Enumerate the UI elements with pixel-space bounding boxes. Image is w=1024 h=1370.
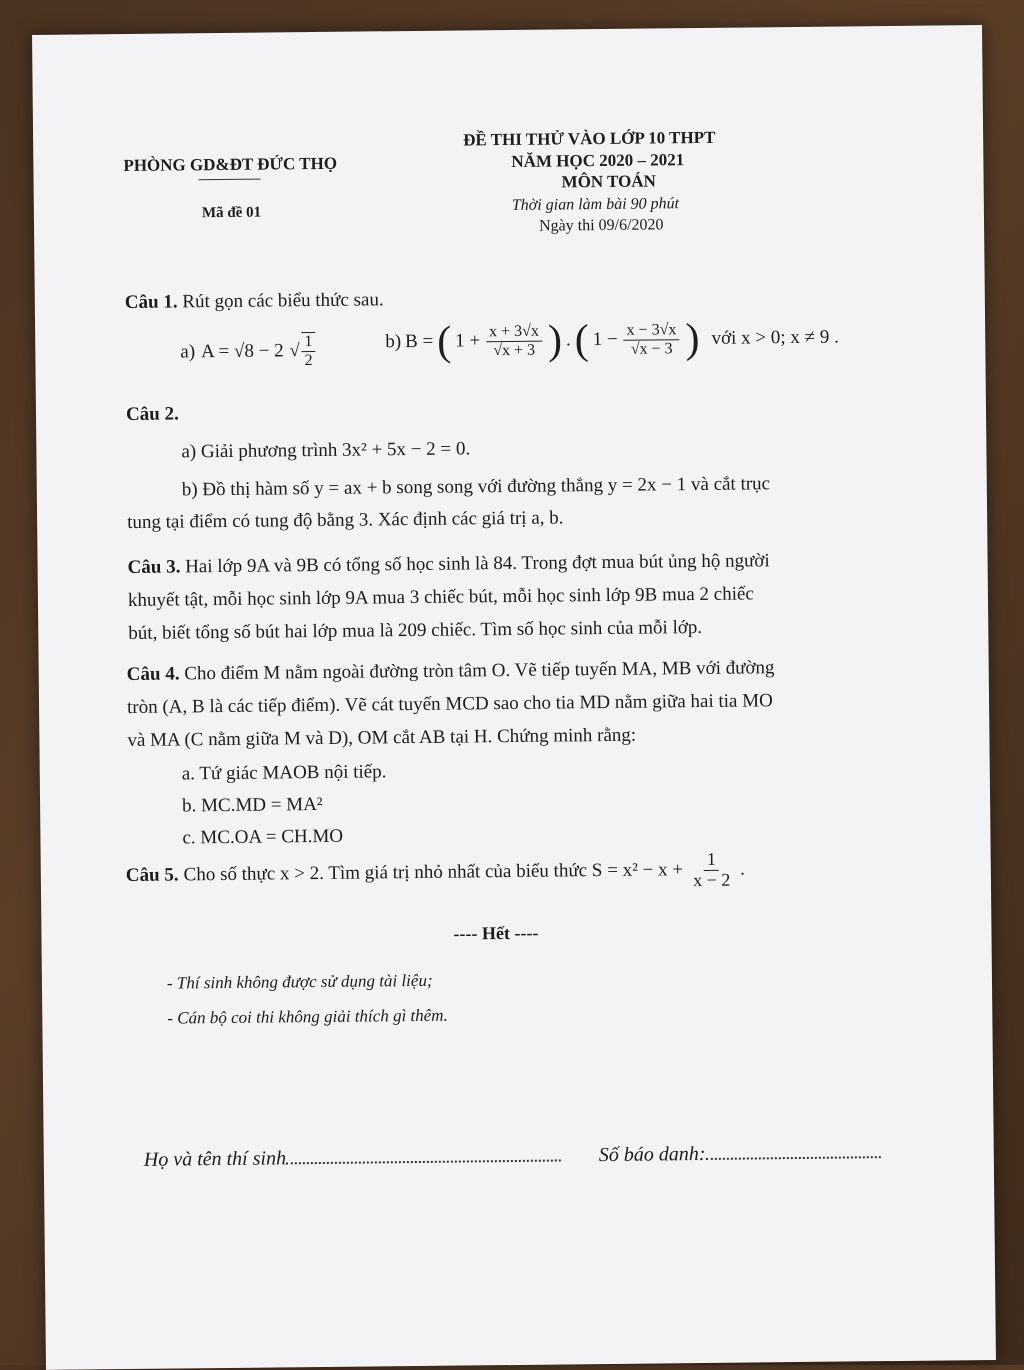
q5-label: Câu 5. — [125, 864, 179, 887]
q1-a-frac — [301, 332, 315, 369]
header-year: NĂM HỌC 2020 – 2021 — [511, 150, 685, 171]
q3-label: Câu 3. — [127, 556, 181, 579]
q3-line3: bút, biết tổng số bút hai lớp mua là 209 chiếc. Tìm số học sinh của mỗi lớp. — [128, 616, 703, 644]
q3-line1 — [127, 550, 769, 579]
q1-b-cond: với x > 0; x ≠ 9 . — [711, 326, 839, 349]
candidate-name-row — [144, 1144, 561, 1171]
q1-text: Rút gọn các biểu thức sau. — [182, 289, 384, 313]
q5-frac-den: x − 2 — [693, 869, 731, 890]
left-paren-icon: ( — [574, 317, 589, 364]
q4-line3: và MA (C nằm giữa M và D), OM cắt AB tại H. Chứng minh rằng: — [127, 724, 637, 752]
q2-b-line1: b) Đồ thị hàm số y = ax + b song song với đường thẳng y = 2x − 1 và cắt trục — [181, 473, 771, 501]
q1-b — [385, 317, 839, 364]
q1-a — [180, 332, 318, 371]
q2-a: a) Giải phương trình 3x² + 5x − 2 = 0. — [181, 438, 471, 463]
q1-a-frac-den: 2 — [304, 351, 313, 369]
q5-frac — [690, 850, 734, 891]
q3-line1-text: Hai lớp 9A và 9B có tổng số học sinh là 84. Trong đợt mua bút ủng hộ người — [185, 550, 770, 578]
q4-label: Câu 4. — [126, 663, 180, 686]
header-title: ĐỀ THI THỬ VÀO LỚP 10 THPT — [463, 127, 716, 150]
note-1: - Thí sinh không được sử dụng tài liệu; — [166, 970, 433, 993]
q1-b-frac2-den: √x − 3 — [630, 339, 673, 358]
q4-line1 — [127, 657, 775, 686]
right-paren-icon: ) — [685, 316, 700, 363]
q3-line2: khuyết tật, mỗi học sinh lớp 9A mua 3 chiếc bút, mỗi học sinh lớp 9B mua 2 chiếc — [127, 583, 754, 611]
candidate-id-label: Số báo danh: — [598, 1142, 706, 1167]
candidate-name-field[interactable] — [286, 1145, 561, 1164]
q1-b-frac2 — [624, 321, 680, 358]
q5-frac-num: 1 — [704, 850, 719, 871]
q1-label: Câu 1. — [124, 291, 178, 314]
dot-icon: . — [565, 329, 571, 351]
header-underline — [199, 179, 261, 181]
candidate-id-row — [599, 1141, 881, 1167]
header-subject: MÔN TOÁN — [561, 171, 656, 192]
q1-a-prefix: a) — [180, 340, 196, 363]
q1-b-frac1-num: x + 3√x — [486, 323, 542, 342]
sqrt-icon: √ — [289, 340, 300, 361]
header-org: PHÒNG GD&ĐT ĐỨC THỌ — [123, 153, 338, 176]
exam-paper — [32, 25, 996, 1370]
q4-line2: tròn (A, B là các tiếp điểm). Vẽ cát tuyến MCD sao cho tia MD nằm giữa hai tia MO — [126, 690, 773, 719]
q5 — [126, 850, 746, 897]
left-paren-icon: ( — [436, 318, 452, 365]
q1-b-frac1-den: √x + 3 — [493, 341, 536, 359]
q5-end: . — [740, 858, 746, 880]
q5-text: Cho số thực x > 2. Tìm giá trị nhỏ nhất của biểu thức S = x² − x + — [183, 859, 684, 886]
candidate-name-label: Họ và tên thí sinh — [143, 1147, 287, 1171]
note-2: - Cán bộ coi thi không giải thích gì thêm. — [167, 1005, 448, 1028]
q4-c: c. MC.OA = CH.MO — [182, 825, 344, 849]
q2-label: Câu 2. — [125, 403, 179, 426]
q4-line1-text: Cho điểm M nằm ngoài đường tròn tâm O. Vẽ tiếp tuyến MA, MB với đường — [184, 657, 775, 685]
q1-b-frac2-num: x − 3√x — [624, 321, 680, 340]
right-paren-icon: ) — [547, 317, 563, 364]
header-date: Ngày thi 09/6/2020 — [538, 216, 664, 235]
q4-a: a. Tứ giác MAOB nội tiếp. — [181, 761, 387, 785]
q1-b-prefix: b) — [385, 331, 402, 353]
q1-b-one: 1 + — [455, 330, 481, 352]
q1-a-frac-num: 1 — [301, 333, 315, 352]
end-mark: ---- Hết ---- — [453, 922, 539, 944]
q1-a-expr: A = √8 − 2 — [201, 339, 284, 362]
header-duration: Thời gian làm bài 90 phút — [511, 195, 680, 214]
q1-heading — [125, 289, 384, 314]
candidate-id-field[interactable] — [705, 1142, 880, 1160]
q4-b: b. MC.MD = MA² — [181, 793, 323, 817]
q1-b-one2: 1 − — [592, 328, 618, 351]
q2-b-line2: tung tại điểm có tung độ bằng 3. Xác định các giá trị a, b. — [127, 507, 564, 534]
header-code: Mã đề 01 — [201, 204, 262, 222]
q1-b-lhs: B = — [404, 330, 434, 353]
q1-b-frac1 — [486, 323, 542, 360]
